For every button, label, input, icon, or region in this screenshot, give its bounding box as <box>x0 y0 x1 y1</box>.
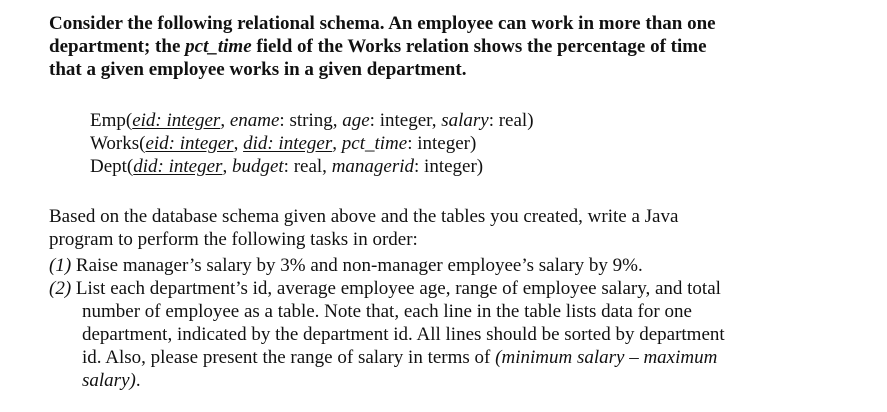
intro-line-3: that a given employee works in a given department. <box>49 59 467 80</box>
task-2-text-1: List each department’s id, average employee age, range of employee salary, and total <box>71 278 721 299</box>
intro-line-2-post: field of the Works relation shows the percentage of time <box>251 36 707 57</box>
task-1-text: Raise manager’s salary by 3% and non-manager employee’s salary by 9%. <box>71 255 643 276</box>
task-2-salary-range-end: salary) <box>82 370 136 391</box>
task-2 <box>49 277 869 392</box>
task-1-line <box>49 254 869 277</box>
instructions-paragraph <box>49 205 869 251</box>
emp-sep: , <box>220 110 230 131</box>
dept-did: did: integer <box>133 156 223 177</box>
dept-managerid: managerid <box>331 156 415 177</box>
intro-line-1: Consider the following relational schema. An employee can work in more than one <box>49 13 716 34</box>
task-2-line-5 <box>49 369 869 392</box>
task-2-number: (2) <box>49 278 72 299</box>
task-2-line-4 <box>49 346 869 369</box>
works-eid: eid: integer <box>145 133 234 154</box>
instructions-line-2: program to perform the following tasks in order: <box>49 229 418 250</box>
emp-ename: ename <box>229 110 280 131</box>
emp-age: age <box>342 110 370 131</box>
emp-salary: salary <box>441 110 489 131</box>
dept-budget-type: : real, <box>283 156 332 177</box>
works-name: Works( <box>90 133 146 154</box>
schema-block <box>90 109 534 178</box>
dept-budget: budget <box>231 156 284 177</box>
task-2-salary-range-start: (minimum salary – maximum <box>495 347 718 368</box>
intro-paragraph <box>49 12 869 81</box>
pct-time-field: pct_time <box>185 36 252 57</box>
works-pct-type: : integer) <box>407 133 477 154</box>
dept-sep: , <box>222 156 232 177</box>
works-sep-2: , <box>332 133 342 154</box>
task-1 <box>49 254 869 277</box>
task-2-line-3: department, indicated by the department id. All lines should be sorted by department <box>82 324 725 345</box>
dept-name: Dept( <box>90 156 134 177</box>
dept-managerid-type: : integer) <box>414 156 484 177</box>
works-sep-1: , <box>233 133 244 154</box>
emp-eid: eid: integer <box>132 110 221 131</box>
task-1-number: (1) <box>49 255 72 276</box>
emp-name: Emp( <box>90 110 133 131</box>
schema-dept <box>90 155 534 178</box>
emp-age-type: : integer, <box>369 110 442 131</box>
task-2-line-4-pre: id. Also, please present the range of salary in terms of <box>82 347 496 368</box>
task-2-period: . <box>135 370 141 391</box>
task-2-line-1 <box>49 277 869 300</box>
schema-works <box>90 132 534 155</box>
intro-line-2-pre: department; the <box>49 36 186 57</box>
works-pct-time: pct_time <box>341 133 408 154</box>
emp-salary-type: : real) <box>488 110 534 131</box>
schema-emp <box>90 109 534 132</box>
instructions-line-1: Based on the database schema given above and the tables you created, write a Java <box>49 206 679 227</box>
works-did: did: integer <box>243 133 333 154</box>
intro-line-2 <box>49 35 869 58</box>
emp-ename-type: : string, <box>279 110 343 131</box>
task-2-line-2: number of employee as a table. Note that, each line in the table lists data for one <box>82 301 692 322</box>
